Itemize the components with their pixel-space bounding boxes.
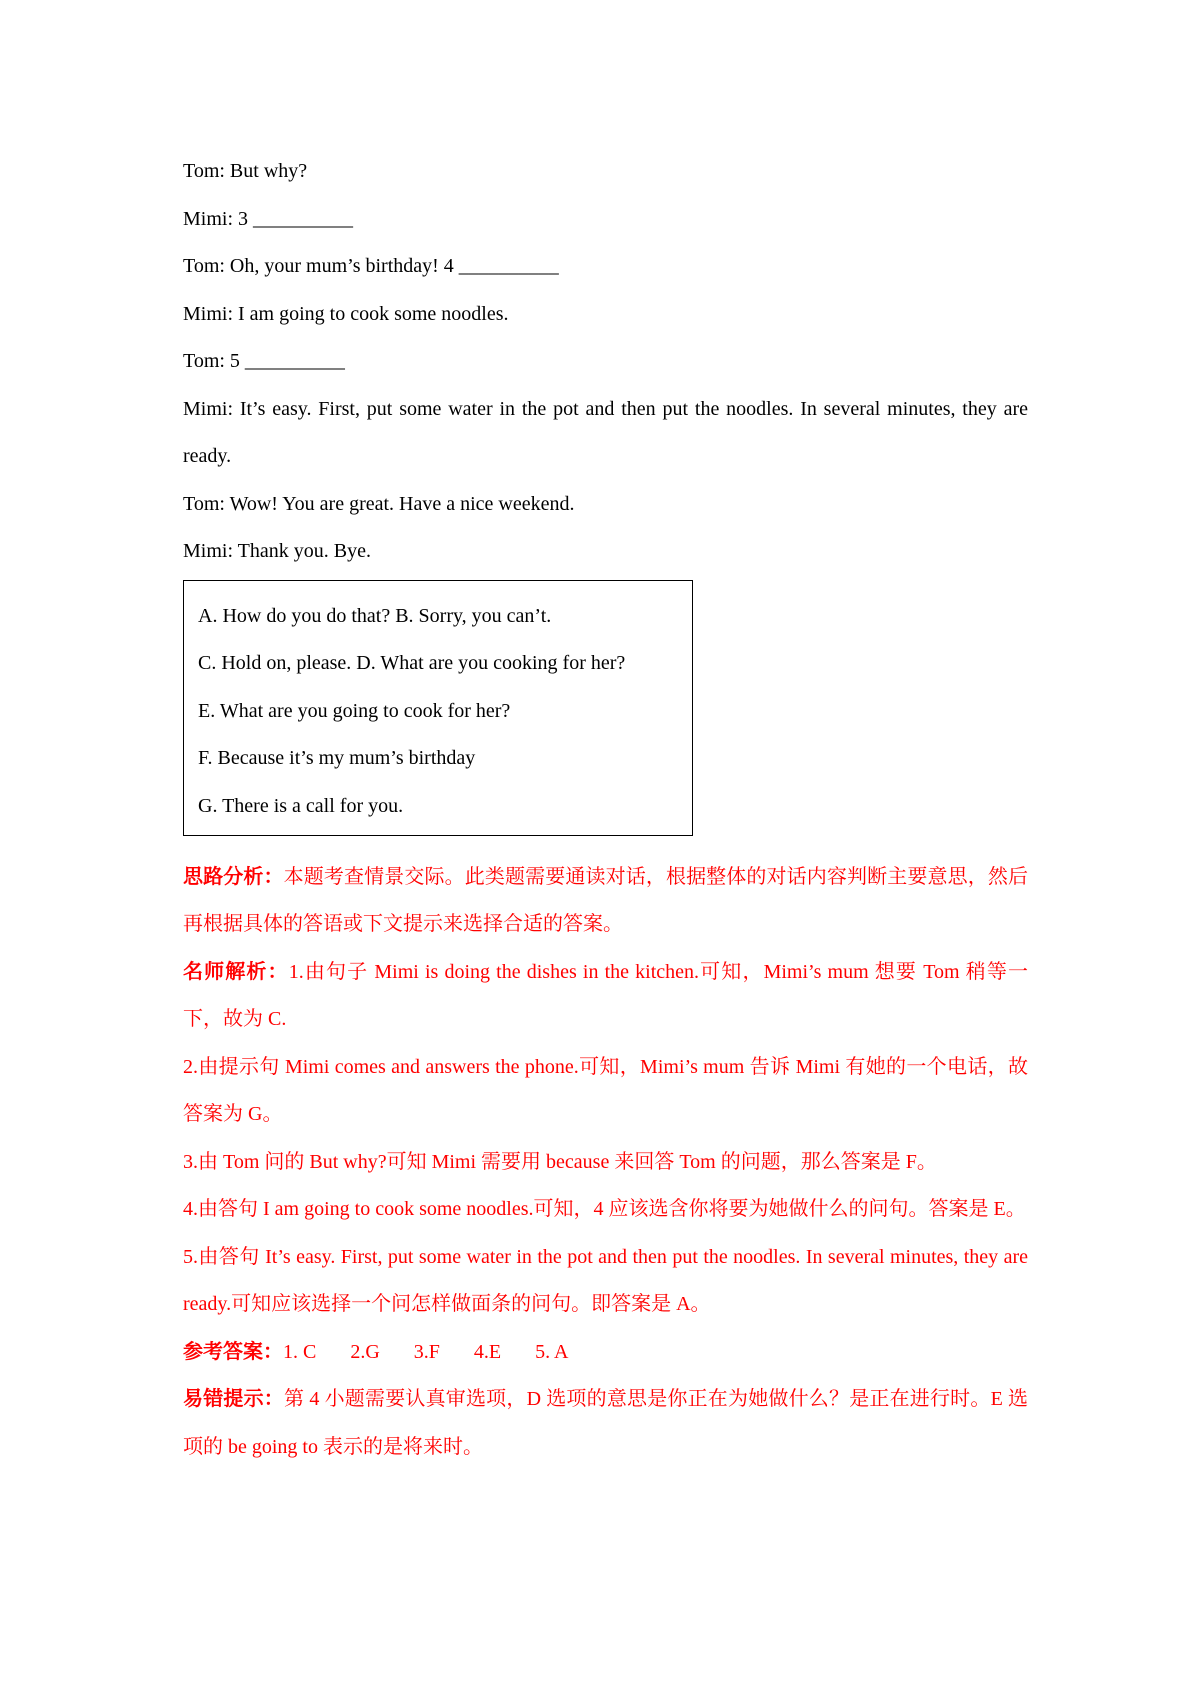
dialogue-line: Mimi: 3 __________ — [183, 207, 354, 230]
dialogue-line: Tom: But why? — [183, 160, 308, 182]
option-line: C. Hold on, please. D. What are you cooking for her? — [198, 652, 626, 674]
dialogue-line: Tom: Oh, your mum’s birthday! 4 __________ — [183, 255, 559, 277]
dialogue-line: Mimi: I am going to cook some noodles. — [183, 302, 509, 325]
option-line: A. How do you do that? B. Sorry, you can’t. — [198, 604, 552, 627]
answer-item: 4.E — [473, 1340, 502, 1363]
explanation-item: 5.由答句 It’s easy. First, put some water in the pot and then put the noodles. In several minutes, they are ready.可知应该选择一个问怎样做面条的问句。即答案是 A。 — [183, 1245, 1028, 1315]
explanation-item: 2.由提示句 Mimi comes and answers the phone.可知，Mimi’s mum 告诉 Mimi 有她的一个电话，故答案为 G。 — [183, 1055, 1028, 1125]
option-line: E. What are you going to cook for her? — [198, 699, 511, 722]
explanation-item — [183, 949, 1028, 1044]
answer-item: 2.G — [350, 1340, 380, 1363]
dialogue — [183, 148, 1028, 576]
explanation-text: 1.由句子 Mimi is doing the dishes in the kitchen.可知，Mimi’s mum 想要 Tom 稍等一下，故为 C. — [183, 960, 1028, 1030]
answer-item: 5. A — [535, 1340, 569, 1363]
tip-section — [183, 1376, 1028, 1471]
tip-label: 易错提示： — [183, 1388, 284, 1410]
answer-item: 3.F — [413, 1340, 440, 1363]
reference-label: 参考答案： — [183, 1340, 283, 1363]
analysis-label: 思路分析： — [183, 865, 284, 888]
document-page — [183, 148, 1028, 1471]
option-line: G. There is a call for you. — [198, 794, 404, 817]
option-line: F. Because it’s my mum’s birthday — [198, 747, 476, 769]
analysis-text: 本题考查情景交际。此类题需要通读对话，根据整体的对话内容判断主要意思，然后再根据具体的答语或下文提示来选择合适的答案。 — [183, 865, 1029, 935]
tip-text: 第 4 小题需要认真审选项，D 选项的意思是你正在为她做什么？是正在进行时。E 选项的 be going to 表示的是将来时。 — [183, 1388, 1028, 1458]
reference-answers — [183, 1329, 1028, 1377]
explanation-label: 名师解析： — [183, 960, 289, 983]
options-box — [183, 580, 693, 836]
explanation-item: 3.由 Tom 问的 But why?可知 Mimi 需要用 because 来回答 Tom 的问题，那么答案是 F。 — [183, 1150, 937, 1173]
analysis-section — [183, 854, 1028, 949]
dialogue-line: Tom: Wow! You are great. Have a nice weekend. — [183, 492, 575, 515]
dialogue-line: Mimi: Thank you. Bye. — [183, 540, 371, 562]
dialogue-line: Mimi: It’s easy. First, put some water in the pot and then put the noodles. In several minutes, they are ready. — [183, 397, 1028, 467]
dialogue-line: Tom: 5 __________ — [183, 350, 345, 372]
explanation-item: 4.由答句 I am going to cook some noodles.可知，4 应该选含你将要为她做什么的问句。答案是 E。 — [183, 1198, 1026, 1220]
answer-item: 1. C — [283, 1340, 317, 1363]
